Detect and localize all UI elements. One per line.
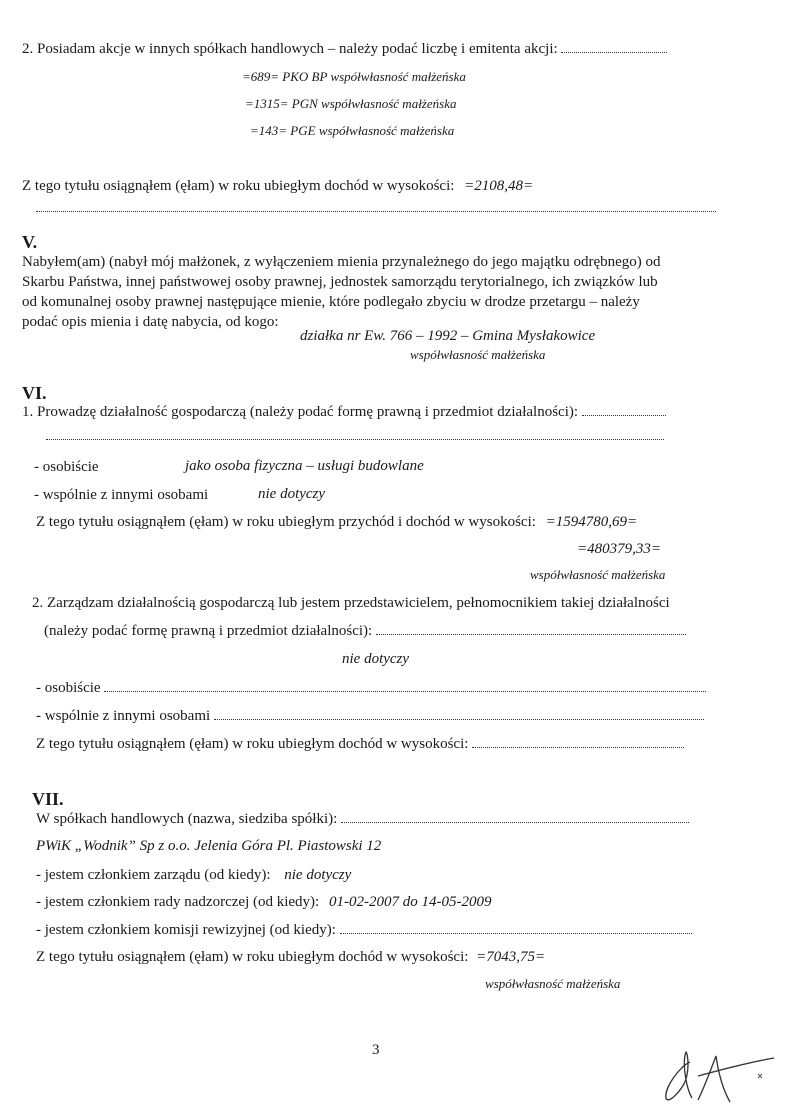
companies-income — [36, 948, 545, 966]
business-income-value: =480379,33= — [577, 541, 661, 557]
signature-stroke — [698, 1056, 730, 1102]
management-value: nie dotyczy — [342, 651, 410, 667]
companies-label: W spółkach handlowych (nazwa, siedziba spółki): — [36, 811, 338, 827]
business-personal-value: jako osoba fizyczna – usługi budowlane — [185, 458, 424, 474]
business-item — [22, 403, 666, 421]
board-item — [36, 866, 351, 884]
supervisory-item — [36, 893, 491, 911]
management-jointly-label: - wspólnie z innymi osobami — [36, 708, 211, 724]
dotted-fill — [214, 707, 704, 720]
business-income-label: Z tego tytułu osiągnąłem (ęłam) w roku ubiegłym przychód i dochód w wysokości: — [36, 514, 536, 530]
board-value: nie dotyczy — [284, 867, 352, 883]
section-v-text: Skarbu Państwa, innej państwowej osoby prawnej, jednostek samorządu terytorialnego, ich związków lub — [22, 274, 658, 290]
shares-income-label: Z tego tytułu osiągnąłem (ęłam) w roku ubiegłym dochód w wysokości: — [22, 178, 455, 194]
audit-item — [36, 921, 692, 939]
signature-mark — [758, 1074, 762, 1078]
section-v-text: podać opis mienia i datę nabycia, od kogo: — [22, 314, 279, 330]
companies-item — [36, 810, 689, 828]
supervisory-value: 01-02-2007 do 14-05-2009 — [328, 894, 492, 910]
dotted-fill — [46, 438, 664, 440]
dotted-fill — [582, 403, 666, 416]
management-item-label: (należy podać formę prawną i przedmiot działalności): — [44, 623, 373, 639]
companies-note: współwłasność małżeńska — [485, 976, 621, 991]
business-revenue-value: =1594780,69= — [545, 514, 638, 530]
companies-income-label: Z tego tytułu osiągnąłem (ęłam) w roku ubiegłym dochód w wysokości: — [36, 949, 469, 965]
dotted-fill — [104, 679, 706, 692]
business-personal-label: - osobiście — [34, 459, 99, 475]
shares-entry: =689= PKO BP współwłasność małżeńska — [242, 69, 466, 84]
company-name: PWiK „Wodnik” Sp z o.o. Jelenia Góra Pl. Piastowski 12 — [36, 838, 382, 854]
shares-entry: =1315= PGN współwłasność małżeńska — [245, 96, 457, 111]
business-income — [36, 513, 637, 531]
audit-label: - jestem członkiem komisji rewizyjnej (od kiedy): — [36, 922, 336, 938]
shares-income — [22, 177, 533, 195]
management-item: 2. Zarządzam działalnością gospodarczą lub jestem przedstawicielem, pełnomocnikiem takiej działalności — [32, 595, 670, 611]
section-v-note: współwłasność małżeńska — [410, 347, 546, 362]
management-personal-label: - osobiście — [36, 680, 101, 696]
companies-income-value: =7043,75= — [476, 949, 546, 965]
shares-item — [22, 40, 667, 58]
section-vii-heading: VII. — [32, 789, 64, 809]
management-income — [36, 735, 684, 753]
section-v-heading: V. — [22, 232, 38, 252]
supervisory-label: - jestem członkiem rady nadzorczej (od kiedy): — [36, 894, 320, 910]
dotted-fill — [561, 40, 667, 53]
management-income-label: Z tego tytułu osiągnąłem (ęłam) w roku ubiegłym dochód w wysokości: — [36, 736, 469, 752]
section-v-text: Nabyłem(am) (nabył mój małżonek, z wyłączeniem mienia przynależnego do jego majątku odrębnego) od — [22, 254, 661, 270]
shares-item-label: 2. Posiadam akcje w innych spółkach handlowych – należy podać liczbę i emitenta akcji: — [22, 41, 558, 57]
management-personal — [36, 679, 706, 697]
management-item-cont — [44, 622, 686, 640]
page-number: 3 — [372, 1042, 380, 1058]
dotted-fill — [36, 210, 716, 212]
business-note: współwłasność małżeńska — [530, 567, 666, 582]
signature-stroke — [666, 1052, 692, 1100]
dotted-fill — [341, 810, 689, 823]
shares-income-value: =2108,48= — [464, 178, 534, 194]
section-v-text: od komunalnej osoby prawnej następujące mienie, które podlegało zbyciu w drodze przetargu – należy — [22, 294, 640, 310]
business-jointly-label: - wspólnie z innymi osobami — [34, 487, 209, 503]
dotted-fill — [472, 735, 684, 748]
section-v-answer: działka nr Ew. 766 – 1992 – Gmina Mysłakowice — [300, 328, 596, 344]
shares-entry: =143= PGE współwłasność małżeńska — [250, 123, 455, 138]
section-vi-heading: VI. — [22, 383, 47, 403]
signature-stroke — [698, 1058, 774, 1076]
dotted-fill — [340, 921, 692, 934]
business-jointly-value: nie dotyczy — [258, 486, 326, 502]
business-item-label: 1. Prowadzę działalność gospodarczą (należy podać formę prawną i przedmiot działalności): — [22, 404, 579, 420]
dotted-fill — [376, 622, 686, 635]
management-jointly — [36, 707, 704, 725]
signature-initials — [650, 1048, 790, 1106]
board-label: - jestem członkiem zarządu (od kiedy): — [36, 867, 271, 883]
